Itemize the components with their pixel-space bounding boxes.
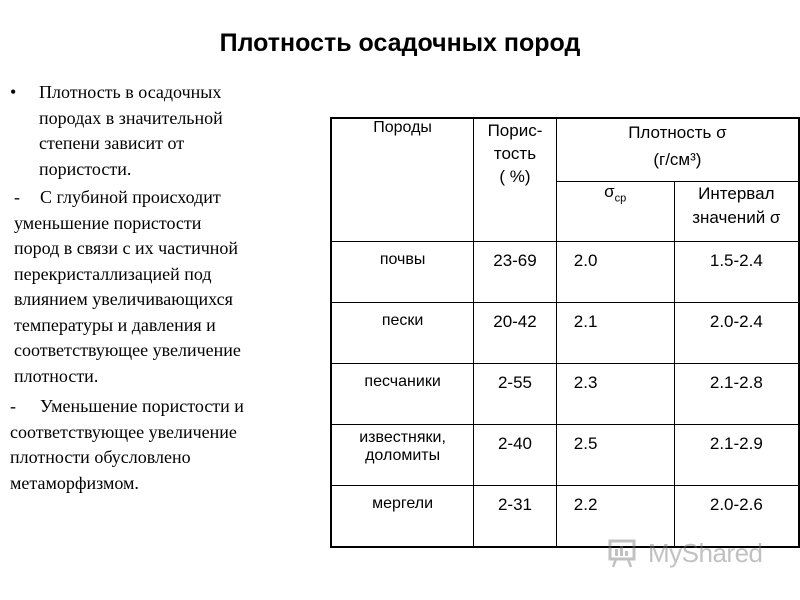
bullet-icon: • [10,82,17,102]
table-row [331,364,799,425]
mean-density-cell: 2.3 [556,364,674,425]
mean-density-cell: 2.1 [556,303,674,364]
porosity-cell: 2-55 [474,364,557,425]
header-porosity [474,118,557,242]
text-line: Уменьшение пористости и [40,396,244,416]
text-line: плотности обусловлено [10,447,191,467]
header-mean-density [556,182,674,242]
text-line: перекристаллизацией под [14,263,212,284]
porosity-cell: 20-42 [474,303,557,364]
mean-density-cell: 2.2 [556,486,674,548]
density-table [330,117,800,548]
sigma-symbol: σ [604,182,615,201]
density-range-cell: 2.1-2.8 [674,364,799,425]
text-line: степени зависит от [39,133,185,153]
presentation-board-icon [608,537,642,569]
header-rocks: Породы [331,118,474,242]
dash-marker: - [14,187,20,207]
text-line: соответствующее увеличение [10,421,237,442]
header-interval [674,182,799,242]
dash-marker: - [10,396,16,416]
header-interval-line: Интервал [698,184,775,203]
header-porosity-line: ( %) [499,167,531,186]
density-range-cell: 2.0-2.6 [674,486,799,548]
header-porosity-line: Порис- [487,121,543,140]
text-line: уменьшение пористости [14,212,202,233]
header-density [556,118,799,182]
paragraph-3 [10,394,330,496]
density-range-cell: 2.0-2.4 [674,303,799,364]
density-range-cell: 1.5-2.4 [674,242,799,303]
rock-cell [331,425,474,486]
text-line: соответствующее увеличение [14,340,241,360]
density-range-cell: 2.1-2.9 [674,425,799,486]
watermark [608,537,763,569]
slide-title: Плотность осадочных пород [219,29,581,57]
rock-cell: мергели [331,486,474,548]
rock-cell-line: доломиты [365,447,441,464]
header-porosity-line: тость [493,144,537,163]
rock-cell: почвы [331,242,474,303]
table-row [331,425,799,486]
text-line: плотности. [14,365,99,386]
table-row [331,242,799,303]
rock-cell-line: известняки, [359,429,446,446]
text-line: Плотность в осадочных [39,82,222,102]
porosity-cell: 2-31 [474,486,557,548]
text-line: влиянием увеличивающихся [14,289,233,309]
mean-density-cell: 2.0 [556,242,674,303]
text-block [10,80,330,496]
text-line: температуры и давления и [14,314,216,335]
text-line: С глубиной происходит [40,187,221,207]
rock-cell: пески [331,303,474,364]
mean-density-cell: 2.5 [556,425,674,486]
table-header-row [331,118,799,182]
table-row [331,303,799,364]
text-line: породах в значительной [39,107,223,128]
sigma-index: ср [614,192,627,205]
text-line: метаморфизмом. [10,472,139,493]
text-line: пористости. [39,158,132,179]
porosity-cell: 2-40 [474,425,557,486]
header-interval-line: значений σ [692,208,781,227]
text-line: пород в связи с их частичной [14,238,239,258]
rock-cell: песчаники [331,364,474,425]
header-density-line: (г/см³) [653,150,702,169]
porosity-cell: 23-69 [474,242,557,303]
header-density-line: Плотность σ [628,123,727,142]
watermark-text: MyShared [648,537,763,568]
paragraph-1 [10,80,330,182]
paragraph-2 [10,185,330,389]
